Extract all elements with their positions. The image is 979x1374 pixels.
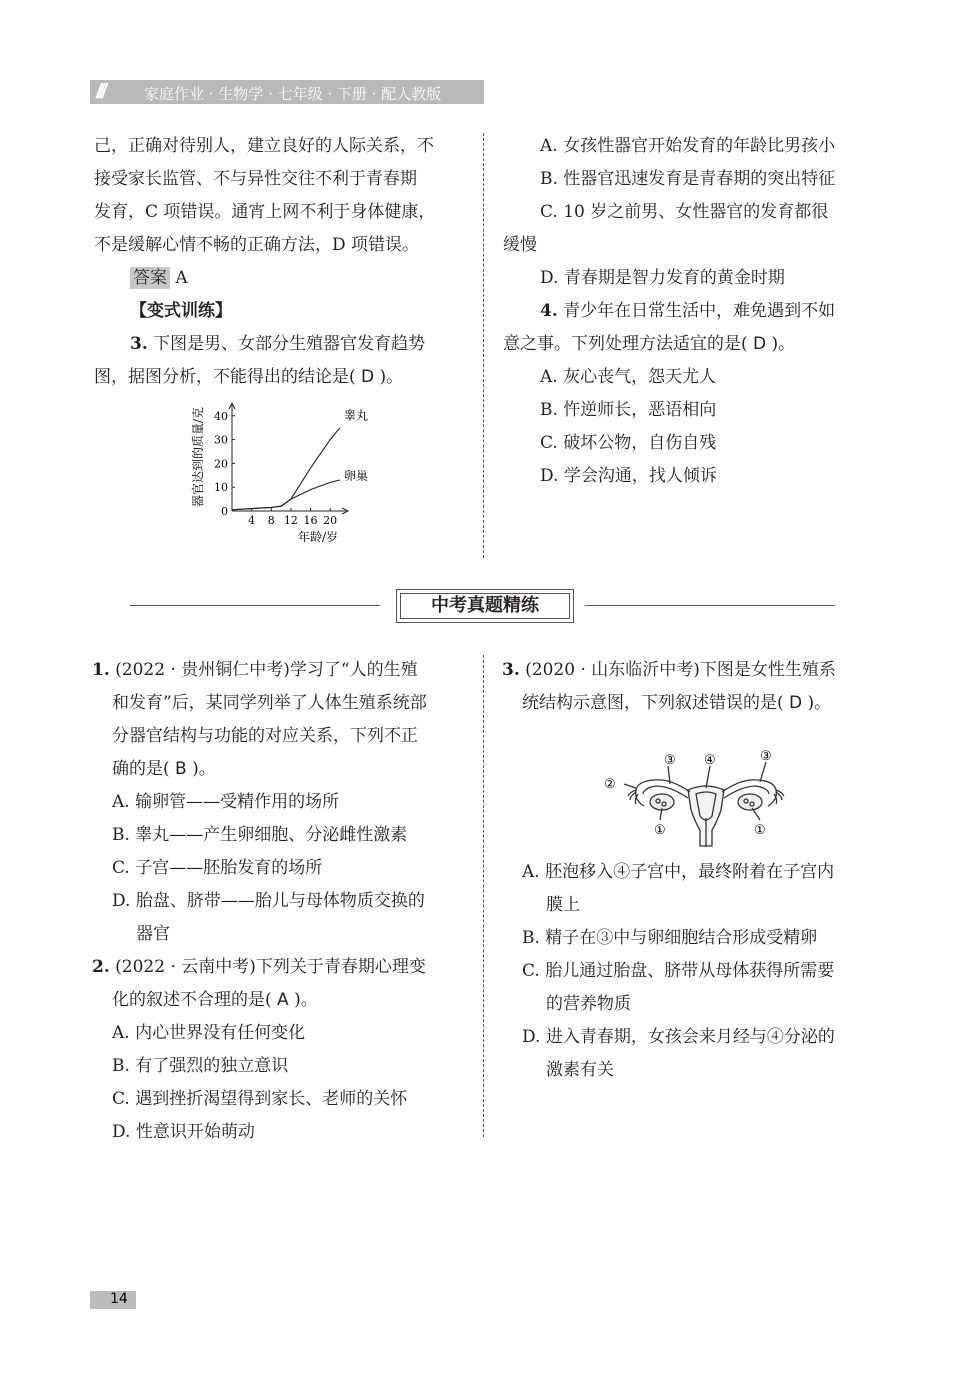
header-title: 家庭作业 · 生物学 · 七年级 · 下册 · 配人教版 bbox=[144, 85, 442, 103]
paragraph-line: 接受家长监管、不与异性交往不利于青春期 bbox=[94, 169, 417, 189]
section-rule-left bbox=[130, 605, 380, 606]
question-number: 2. bbox=[92, 957, 110, 977]
option-line: D. 进入青春期，女孩会来月经与④分泌的 bbox=[522, 1027, 835, 1047]
header-slashes: /// bbox=[96, 81, 104, 103]
option-line: A. 女孩性器官开始发育的年龄比男孩小 bbox=[540, 136, 836, 156]
question-number: 3. bbox=[502, 660, 520, 680]
chart-y-tick-label: 10 bbox=[214, 481, 228, 495]
chart-xlabel: 年龄/岁 bbox=[297, 530, 339, 544]
option-line: A. 灰心丧气，怨天尤人 bbox=[540, 367, 717, 387]
question-text: 意之事。下列处理方法适宜的是( bbox=[503, 334, 748, 354]
answer-value: A bbox=[175, 268, 188, 288]
question-text: 青少年在日常生活中，难免遇到不如 bbox=[563, 301, 836, 321]
option-line: C. 胎儿通过胎盘、脐带从母体获得所需要 bbox=[522, 961, 835, 981]
chart-x-tick-label: 16 bbox=[303, 514, 318, 527]
page-number: 14 bbox=[110, 1291, 128, 1307]
answer-label: 答案 bbox=[130, 267, 170, 289]
question-text: )。 bbox=[294, 990, 318, 1010]
option-line: D. 胎盘、脐带——胎儿与母体物质交换的 bbox=[112, 891, 425, 911]
chart-x-tick-label: 4 bbox=[248, 514, 256, 527]
paragraph-line: 发育，C 项错误。通宵上网不利于身体健康， bbox=[94, 202, 436, 222]
question-answer: A bbox=[277, 990, 289, 1010]
chart-ylabel: 器官达到的质量/克 bbox=[191, 406, 205, 508]
option-line: B. 睾丸——产生卵细胞、分泌雌性激素 bbox=[112, 825, 408, 845]
chart-y-tick-label: 30 bbox=[214, 433, 228, 447]
female-reproductive-diagram bbox=[600, 748, 810, 858]
option-line: C. 破坏公物，自伤自残 bbox=[540, 433, 717, 453]
variant-training-title: 【变式训练】 bbox=[130, 301, 232, 321]
answer-row bbox=[130, 262, 188, 294]
question-line: 和发育”后，某同学列举了人体生殖系统部 bbox=[112, 693, 427, 713]
question-text: )。 bbox=[379, 367, 404, 387]
question-line bbox=[92, 654, 418, 686]
chart-x-tick-label: 8 bbox=[267, 514, 275, 527]
question-answer: D bbox=[361, 367, 375, 387]
diagram-label-3-right: ③ bbox=[760, 749, 772, 764]
question-text: 下图是男、女部分生殖器官发育趋势 bbox=[153, 334, 426, 354]
question-text: 化的叙述不合理的是( bbox=[112, 990, 272, 1010]
question-line: 分器官结构与功能的对应关系，下列不正 bbox=[112, 726, 418, 746]
option-line: A. 内心世界没有任何变化 bbox=[112, 1023, 306, 1043]
page-number-badge bbox=[90, 1291, 136, 1309]
chart-x-tick-label: 20 bbox=[323, 514, 338, 527]
question-text: )。 bbox=[807, 693, 832, 713]
diagram-label-1-right: ① bbox=[754, 823, 766, 838]
chart-x-tick-label: 12 bbox=[283, 514, 298, 527]
chart-series-label: 卵巢 bbox=[344, 469, 369, 484]
option-line: 器官 bbox=[136, 924, 170, 944]
option-line: A. 输卵管——受精作用的场所 bbox=[112, 792, 340, 812]
section-title-box bbox=[396, 589, 574, 623]
option-line: C. 遇到挫折渴望得到家长、老师的关怀 bbox=[112, 1089, 408, 1109]
question-answer: D bbox=[789, 693, 803, 713]
option-line: D. 性意识开始萌动 bbox=[112, 1122, 255, 1142]
question-text: )。 bbox=[192, 759, 216, 779]
option-line: D. 青春期是智力发育的黄金时期 bbox=[540, 268, 785, 288]
option-line: C. 10 岁之前男、女性器官的发育都很 bbox=[540, 202, 829, 222]
question-text: 确的是( bbox=[112, 759, 170, 779]
option-line: B. 精子在③中与卵细胞结合形成受精卵 bbox=[522, 928, 818, 948]
option-line: B. 性器官迅速发育是青春期的突出特征 bbox=[540, 169, 836, 189]
option-line: B. 有了强烈的独立意识 bbox=[112, 1056, 289, 1076]
question-text: (2020 · 山东临沂中考)下图是女性生殖系 bbox=[525, 660, 836, 680]
paragraph-line: 不是缓解心情不畅的正确方法，D 项错误。 bbox=[94, 235, 420, 255]
question-line bbox=[522, 687, 831, 719]
question-answer: B bbox=[175, 759, 187, 779]
option-line: 缓慢 bbox=[503, 235, 537, 255]
column-divider-bottom bbox=[483, 655, 484, 1137]
question-line bbox=[130, 328, 425, 360]
chart-y-tick-label: 0 bbox=[221, 505, 228, 518]
chart-series-line bbox=[232, 428, 340, 510]
diagram-label-3-left: ③ bbox=[664, 753, 676, 768]
page-header-bar bbox=[90, 80, 484, 104]
question-line bbox=[92, 951, 426, 983]
chart-y-tick-label: 40 bbox=[214, 409, 228, 423]
option-line: 的营养物质 bbox=[546, 994, 631, 1014]
question-text: 图，据图分析，不能得出的结论是( bbox=[94, 367, 356, 387]
option-line: 激素有关 bbox=[546, 1060, 614, 1080]
question-line bbox=[540, 295, 835, 327]
option-line: C. 子宫——胚胎发育的场所 bbox=[112, 858, 323, 878]
option-line: B. 忤逆师长，恶语相向 bbox=[540, 400, 717, 420]
organ-growth-chart bbox=[188, 395, 378, 545]
question-text: (2022 · 云南中考)下列关于青春期心理变 bbox=[115, 957, 426, 977]
question-text: (2022 · 贵州铜仁中考)学习了“人的生殖 bbox=[115, 660, 418, 680]
option-line: A. 胚泡移入④子宫中，最终附着在子宫内 bbox=[522, 862, 835, 882]
diagram-label-4: ④ bbox=[704, 753, 716, 768]
question-number: 3. bbox=[130, 334, 148, 354]
question-number: 4. bbox=[540, 301, 558, 321]
paragraph-line: 己，正确对待别人，建立良好的人际关系，不 bbox=[94, 136, 434, 156]
option-line: D. 学会沟通，找人倾诉 bbox=[540, 466, 717, 486]
question-answer: D bbox=[753, 334, 767, 354]
question-text: )。 bbox=[771, 334, 796, 354]
question-number: 1. bbox=[92, 660, 110, 680]
question-line bbox=[112, 753, 216, 785]
question-line bbox=[502, 654, 836, 686]
question-line bbox=[94, 361, 403, 393]
question-line bbox=[112, 984, 318, 1016]
chart-series-line bbox=[232, 480, 340, 510]
column-divider-top bbox=[483, 133, 484, 558]
diagram-label-2: ② bbox=[604, 777, 616, 792]
section-title: 中考真题精练 bbox=[400, 593, 570, 619]
section-rule-right bbox=[585, 605, 835, 606]
option-line: 膜上 bbox=[546, 895, 580, 915]
chart-series-label: 睾丸 bbox=[344, 408, 369, 423]
chart-y-tick-label: 20 bbox=[214, 457, 228, 471]
question-line bbox=[503, 328, 795, 360]
question-text: 统结构示意图，下列叙述错误的是( bbox=[522, 693, 784, 713]
diagram-label-1-left: ① bbox=[654, 823, 666, 838]
